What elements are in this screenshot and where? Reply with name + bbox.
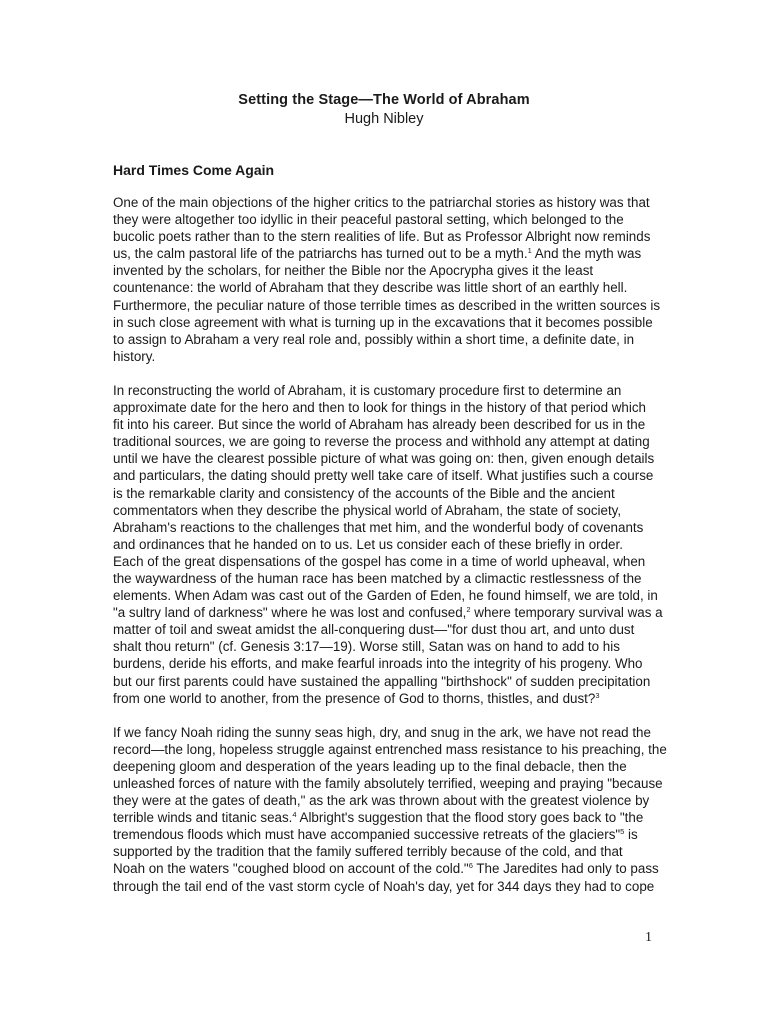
text-line [113, 297, 659, 314]
page-number: 1 [645, 930, 652, 945]
footnote-marker: 4 [292, 810, 297, 820]
line-text: countenance: the world of Abraham that they describe was little short of an earthly hell. [113, 280, 628, 296]
line-text: they were at the gates of death," as the ark was thrown about with the greatest violence by [113, 793, 650, 809]
line-text: tremendous floods which must have accompanied successive retreats of the glaciers" [113, 827, 621, 843]
text-line [113, 690, 659, 707]
line-text-continued: The Jaredites had only to pass [472, 861, 659, 877]
line-text: One of the main objections of the higher critics to the patriarchal stories as history was that [113, 195, 650, 210]
paragraph [113, 382, 663, 707]
text-line [113, 570, 659, 587]
text-line [113, 809, 659, 826]
line-text-continued: And the myth was [531, 246, 642, 262]
text-line [113, 826, 659, 843]
title-block [0, 90, 768, 128]
line-text: us, the calm pastoral life of the patriarchs has turned out to be a myth. [113, 246, 528, 262]
text-line [113, 843, 659, 860]
line-text: to assign to Abraham a very real role and, possibly within a short time, a definite date, in [113, 331, 635, 347]
paragraph [113, 194, 659, 365]
line-text: is the remarkable clarity and consistency of the accounts of the Bible and the ancient [113, 485, 615, 501]
text-line [113, 348, 659, 365]
line-text: shalt thou return" (cf. Genesis 3:17—19). Worse still, Satan was on hand to add to his [113, 639, 620, 655]
footnote-marker: 6 [468, 861, 473, 871]
line-text: deepening gloom and desperation of the years leading up to the final debacle, then the [113, 758, 627, 774]
text-line [113, 553, 659, 570]
text-line [113, 638, 659, 655]
line-text: supported by the tradition that the family suffered terribly because of the cold, and that [113, 844, 623, 860]
line-text: in such close agreement with what is turning up in the excavations that it becomes possible [113, 314, 653, 330]
line-text: approximate date for the hero and then to look for things in the history of that period which [113, 400, 646, 416]
footnote-marker: 5 [620, 827, 625, 837]
paragraph [113, 724, 667, 895]
line-text: history. [113, 348, 156, 364]
text-line [113, 604, 663, 621]
line-text: until we have the clearest possible picture of what was going on: then, given enough details [113, 451, 655, 467]
line-text: "a sultry land of darkness" where he was lost and confused, [113, 605, 467, 621]
footnote-marker: 3 [595, 690, 600, 700]
text-line [113, 724, 659, 741]
line-text: In reconstructing the world of Abraham, it is customary procedure first to determine an [113, 382, 622, 398]
text-line [113, 416, 659, 433]
line-text-continued: Albright's suggestion that the flood story goes back to "the [296, 810, 644, 826]
section-heading: Hard Times Come Again [113, 162, 275, 178]
text-line [113, 314, 659, 331]
text-line [113, 450, 659, 467]
line-text: Abraham's reactions to the challenges that met him, and the wonderful body of covenants [113, 519, 644, 535]
line-text-continued: is [624, 827, 638, 843]
text-line [113, 467, 659, 484]
line-text: and ordinances that he handed on to us. Let us consider each of these briefly in order. [113, 536, 623, 552]
line-text: If we fancy Noah riding the sunny seas high, dry, and snug in the ark, we have not read the [113, 724, 651, 740]
line-text: but our first parents could have sustained the appalling "birthshock" of sudden precipitation [113, 673, 651, 689]
line-text-continued: where temporary survival was a [470, 605, 663, 621]
document-author: Hugh Nibley [344, 111, 424, 127]
text-line [113, 262, 659, 279]
line-text: Furthermore, the peculiar nature of those terrible times as described in the written sources is [113, 297, 661, 313]
text-line [113, 587, 659, 604]
text-line [113, 245, 659, 262]
text-line [113, 519, 659, 536]
line-text: elements. When Adam was cast out of the Garden of Eden, he found himself, we are told, in [113, 588, 658, 604]
line-text: bucolic poets rather than to the stern realities of life. But as Professor Albright now reminds [113, 229, 651, 245]
text-line [113, 621, 659, 638]
text-line [113, 878, 659, 895]
text-line [113, 228, 659, 245]
line-text: terrible winds and titanic seas. [113, 810, 293, 826]
text-line [113, 775, 663, 792]
line-text: matter of toil and sweat amidst the all-conquering dust—"for dust thou art, and unto dust [113, 622, 635, 638]
text-line [113, 536, 659, 553]
line-text: and particulars, the dating should pretty well take care of itself. What justifies such a course [113, 468, 654, 484]
line-text: the waywardness of the human race has been matched by a climactic restlessness of the [113, 570, 642, 586]
text-line [113, 194, 659, 211]
text-line [113, 502, 659, 519]
text-line [113, 279, 659, 296]
line-text: fit into his career. But since the world of Abraham has already been described for us in the [113, 417, 646, 433]
line-text: unleashed forces of nature with the family absolutely terrified, weeping and praying "because [113, 776, 663, 791]
text-line [113, 758, 659, 775]
line-text: through the tail end of the vast storm cycle of Noah's day, yet for 344 days they had to cope [113, 878, 655, 894]
footnote-marker: 1 [527, 246, 532, 256]
text-line [113, 382, 659, 399]
text-line [113, 399, 659, 416]
text-line [113, 860, 659, 877]
line-text: record—the long, hopeless struggle against entrenched mass resistance to his preaching, the [113, 741, 667, 757]
line-text: traditional sources, we are going to reverse the process and withhold any attempt at dating [113, 434, 650, 450]
footnote-marker: 2 [466, 605, 471, 615]
line-text: they were altogether too idyllic in their peaceful pastoral setting, which belonged to the [113, 212, 624, 228]
line-text: burdens, deride his efforts, and make fearful inroads into the integrity of his progeny. Who [113, 656, 643, 672]
text-line [113, 211, 659, 228]
line-text: commentators when they describe the physical world of Abraham, the state of society, [113, 502, 622, 518]
document-title: Setting the Stage—The World of Abraham [238, 92, 530, 108]
text-line [113, 433, 659, 450]
line-text: from one world to another, from the presence of God to thorns, thistles, and dust? [113, 690, 596, 706]
text-line [113, 741, 667, 758]
line-text: Each of the great dispensations of the gospel has come in a time of world upheaval, when [113, 553, 646, 569]
body-text [113, 194, 667, 895]
text-line [113, 792, 659, 809]
line-text: Noah on the waters "coughed blood on account of the cold." [113, 861, 469, 877]
text-line [113, 673, 659, 690]
line-text: invented by the scholars, for neither the Bible nor the Apocrypha gives it the least [113, 263, 594, 279]
text-line [113, 485, 659, 502]
text-line [113, 655, 659, 672]
text-line [113, 331, 659, 348]
